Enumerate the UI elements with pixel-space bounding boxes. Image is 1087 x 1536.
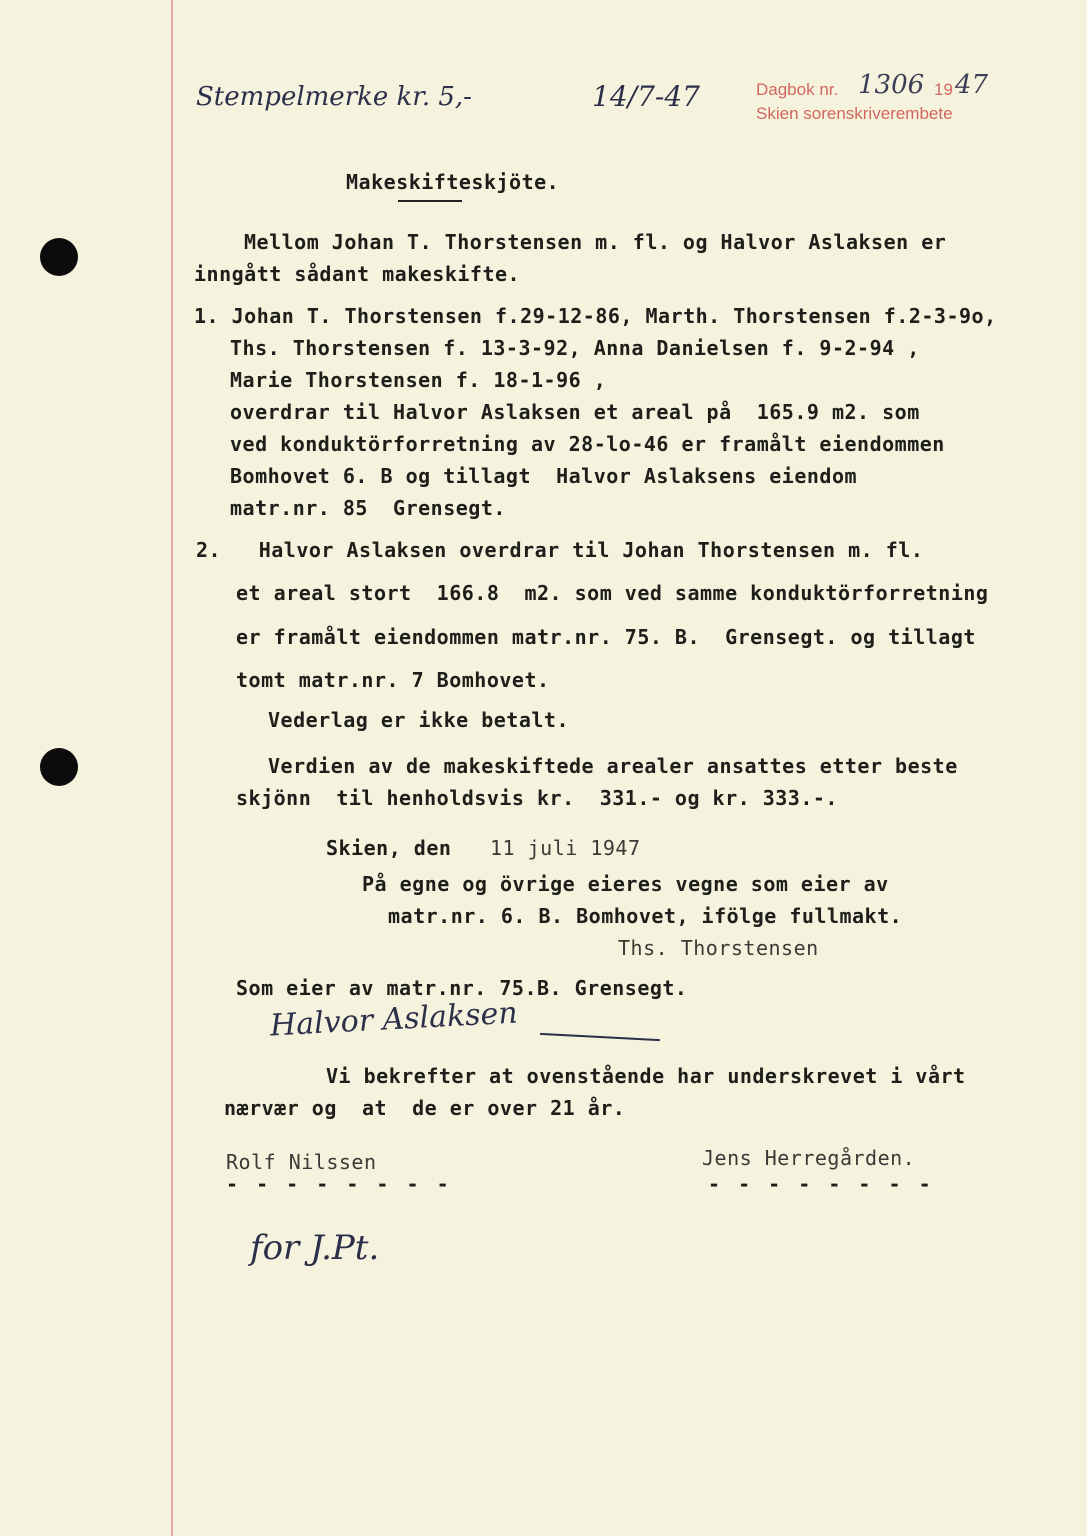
paragraph-2-line-4: tomt matr.nr. 7 Bomhovet. [236,668,550,692]
value-line-1: Verdien av de makeskiftede arealer ansattes etter beste [268,754,958,778]
confirmation-line-2: nærvær og at de er over 21 år. [224,1096,626,1120]
owner-line: Som eier av matr.nr. 75.B. Grensegt. [236,976,688,1000]
stamp-year-prefix: 19 [934,80,953,99]
handwritten-stamp-reference: Stempelmerke kr. 5,- [196,82,472,112]
intro-line-1: Mellom Johan T. Thorstensen m. fl. og Halvor Aslaksen er [244,230,947,254]
paragraph-1-line-5: ved konduktörforretning av 28-lo-46 er framålt eiendommen [230,432,945,456]
value-line-2: skjönn til henholdsvis kr. 331.- og kr. 333.-. [236,786,838,810]
confirmation-line-1: Vi bekrefter at ovenstående har underskrevet i vårt [326,1064,966,1088]
paragraph-2-line-2: et areal stort 166.8 m2. som ved samme konduktörforretning [236,581,989,605]
paragraph-1-line-6: Bomhovet 6. B og tillagt Halvor Aslaksens eiendom [230,464,858,488]
stamp-year-handwritten: 47 [955,70,989,100]
place-date-label: Skien, den [326,836,452,860]
paragraph-1-line-4: overdrar til Halvor Aslaksen et areal på 165.9 m2. som [230,400,920,424]
paragraph-1-line-2: Ths. Thorstensen f. 13-3-92, Anna Danielsen f. 9-2-94 , [230,336,920,360]
stamp-diary-label: Dagbok nr. [756,80,839,99]
behalf-line-1: På egne og övrige eieres vegne som eier av [362,872,889,896]
paragraph-2-line-3: er framålt eiendommen matr.nr. 75. B. Grensegt. og tillagt [236,625,976,649]
margin-line [171,0,173,1536]
signer-name: Ths. Thorstensen [618,936,819,960]
witness-2-dashes: - - - - - - - - [708,1172,934,1196]
paragraph-1-line-3: Marie Thorstensen f. 18-1-96 , [230,368,607,392]
paragraph-2-line-1: 2. Halvor Aslaksen overdrar til Johan Thorstensen m. fl. [196,538,924,562]
place-date-value: 11 juli 1947 [490,836,641,860]
paragraph-1-line-7: matr.nr. 85 Grensegt. [230,496,506,520]
behalf-line-2: matr.nr. 6. B. Bomhovet, ifölge fullmakt. [388,904,903,928]
handwritten-initials: for J.Pt. [250,1228,380,1268]
witness-1-dashes: - - - - - - - - [226,1172,452,1196]
signature-stroke [540,1033,660,1041]
handwritten-signature: Halvor Aslaksen [269,995,519,1044]
stamp-office: Skien sorenskriverembete [756,104,953,123]
punch-hole-bottom [40,748,78,786]
consideration-line: Vederlag er ikke betalt. [268,708,569,732]
stamp-diary-number: 1306 [858,70,925,100]
handwritten-date: 14/7-47 [592,80,700,113]
paragraph-1-line-1: 1. Johan T. Thorstensen f.29-12-86, Marth. Thorstensen f.2-3-9o, [194,304,997,328]
witness-2-name: Jens Herregården. [702,1146,916,1170]
title-underline [398,200,462,202]
punch-hole-top [40,238,78,276]
intro-line-2: inngått sådant makeskifte. [194,262,521,286]
document-title: Makeskifteskjöte. [346,170,560,194]
witness-1-name: Rolf Nilssen [226,1150,377,1174]
